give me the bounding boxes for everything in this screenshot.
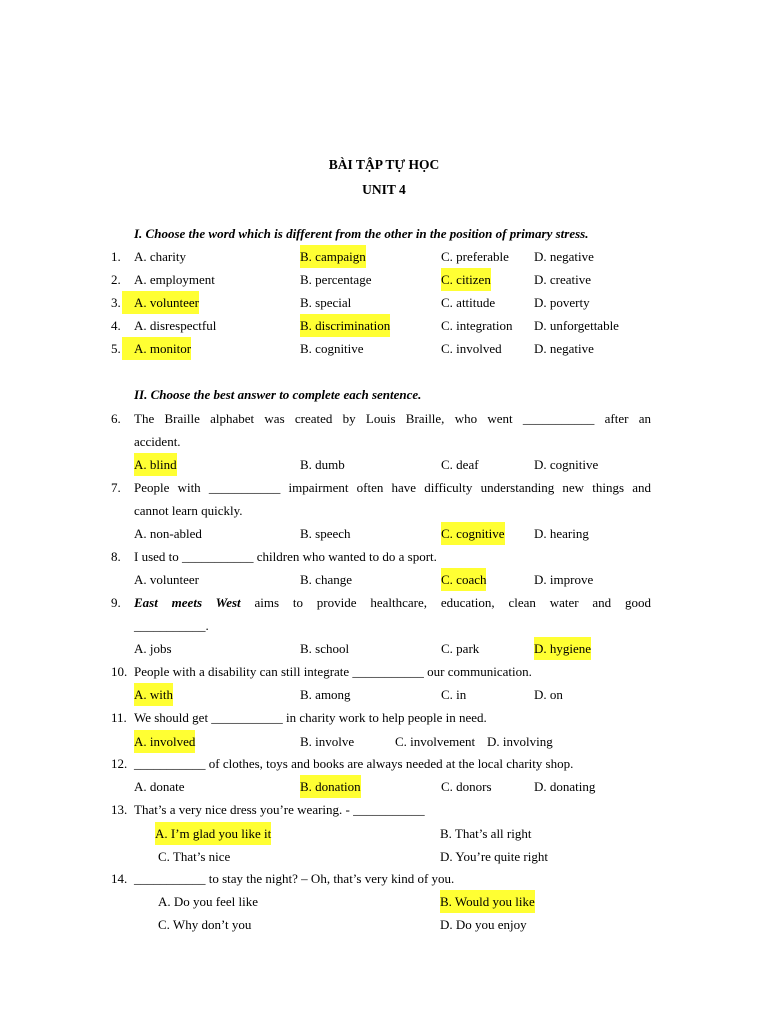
option-c: C. donors [441,779,492,794]
question-text: The Braille alphabet was created by Louis Braille, who went ___________ after an [134,411,651,426]
option-a-answer: A. with [134,683,173,706]
option-b: B. among [300,687,351,702]
question-text [134,591,651,614]
option-d: D. negative [534,341,594,356]
question-row [0,337,768,360]
option-b: B. That’s all right [440,826,532,841]
option-d: D. cognitive [534,457,599,472]
question-number: 6. [111,411,121,426]
question-row [0,798,768,821]
option-a: A. disrespectful [134,318,217,333]
question-row [0,245,768,268]
question-text-line2: cannot learn quickly. [134,503,243,518]
option-c: C. integration [441,318,513,333]
options-row [0,683,768,706]
question-text: I used to ___________ children who wanted to do a sport. [134,549,437,564]
option-c: C. attitude [441,295,496,310]
option-c: C. involvement [395,734,476,749]
option-d: D. involving [487,734,553,749]
question-number: 5. [111,341,121,356]
question-row [0,706,768,729]
option-c: C. in [441,687,467,702]
question-number: 4. [111,318,121,333]
question-number: 2. [111,272,121,287]
unit-title: UNIT 4 [362,182,406,197]
question-text-rest: aims to provide healthcare, education, clean water and good [240,595,652,610]
option-c-answer: C. citizen [441,268,491,291]
option-a-answer: A. blind [134,453,177,476]
option-b: B. involve [300,734,355,749]
option-b-answer: B. Would you like [440,890,535,913]
question-row [0,291,768,314]
option-a: A. charity [134,249,186,264]
option-a: A. non-abled [134,526,202,541]
option-b: B. speech [300,526,351,541]
question-text: ___________ of clothes, toys and books are always needed at the local charity shop. [134,756,574,771]
option-c-answer: C. coach [441,568,486,591]
option-a-answer: A. I’m glad you like it [155,822,271,845]
option-a: A. Do you feel like [158,894,259,909]
option-b: B. dumb [300,457,345,472]
question-number: 13. [111,802,128,817]
options-row [0,775,768,798]
option-b: B. change [300,572,352,587]
options-row [0,890,768,913]
question-text-continued [0,614,768,637]
options-row [0,637,768,660]
option-d: D. Do you enjoy [440,917,527,932]
option-a: A. donate [134,779,185,794]
option-c-answer: C. cognitive [441,522,505,545]
question-row [0,867,768,890]
option-b-answer: B. discrimination [300,314,390,337]
option-c: C. park [441,641,480,656]
option-d: D. creative [534,272,592,287]
options-row [0,913,768,936]
question-row [0,268,768,291]
section-1-heading: I. Choose the word which is different from the other in the position of primary stress. [134,226,589,241]
option-d: D. negative [534,249,594,264]
option-d: D. hearing [534,526,589,541]
options-row [0,453,768,476]
question-row [0,407,768,430]
option-a: A. jobs [134,641,172,656]
options-row [0,522,768,545]
question-text: People with ___________ impairment often have difficulty understanding new things and [134,480,651,495]
option-b-answer: B. campaign [300,245,366,268]
question-text: People with a disability can still integrate ___________ our communication. [134,664,532,679]
question-number: 9. [111,595,121,610]
section-2-heading: II. Choose the best answer to complete each sentence. [134,387,422,402]
options-row [0,730,768,753]
option-c: C. Why don’t you [158,917,252,932]
question-number: 10. [111,664,128,679]
option-d: D. You’re quite right [440,849,548,864]
option-b: B. percentage [300,272,372,287]
option-d: D. unforgettable [534,318,619,333]
option-c: C. preferable [441,249,509,264]
question-text-continued [0,430,768,453]
option-a: A. employment [134,272,215,287]
question-number: 7. [111,480,121,495]
question-number: 12. [111,756,128,771]
question-row [0,476,768,499]
option-b: B. special [300,295,352,310]
options-row [0,568,768,591]
question-text-line2: ___________. [134,618,209,633]
question-text: ___________ to stay the night? – Oh, that’s very kind of you. [134,871,455,886]
option-b: B. school [300,641,350,656]
option-c: C. That’s nice [158,849,231,864]
question-row [0,591,768,614]
option-a: A. volunteer [134,572,199,587]
question-text-line2: accident. [134,434,181,449]
question-text-emphasis: East meets West [134,595,241,610]
question-text: That’s a very nice dress you’re wearing. - ___________ [134,802,425,817]
option-c: C. involved [441,341,502,356]
option-a-answer: A. monitor [122,337,191,360]
question-row [0,660,768,683]
option-c: C. deaf [441,457,479,472]
question-row [0,752,768,775]
question-number: 14. [111,871,128,886]
option-a-answer: A. volunteer [122,291,199,314]
option-b-answer: B. donation [300,775,361,798]
option-a-answer: A. involved [134,730,195,753]
question-number: 11. [111,710,127,725]
question-row [0,545,768,568]
question-number: 1. [111,249,121,264]
option-d: D. improve [534,572,594,587]
question-row [0,314,768,337]
question-text-continued [0,499,768,522]
options-row [0,822,768,845]
options-row [0,845,768,868]
option-d: D. on [534,687,563,702]
question-number: 8. [111,549,121,564]
question-text: We should get ___________ in charity work to help people in need. [134,710,487,725]
option-d-answer: D. hygiene [534,637,591,660]
option-b: B. cognitive [300,341,364,356]
page-title: BÀI TẬP TỰ HỌC [328,157,440,172]
question-number: 3. [111,295,121,310]
option-d: D. donating [534,779,596,794]
option-d: D. poverty [534,295,590,310]
